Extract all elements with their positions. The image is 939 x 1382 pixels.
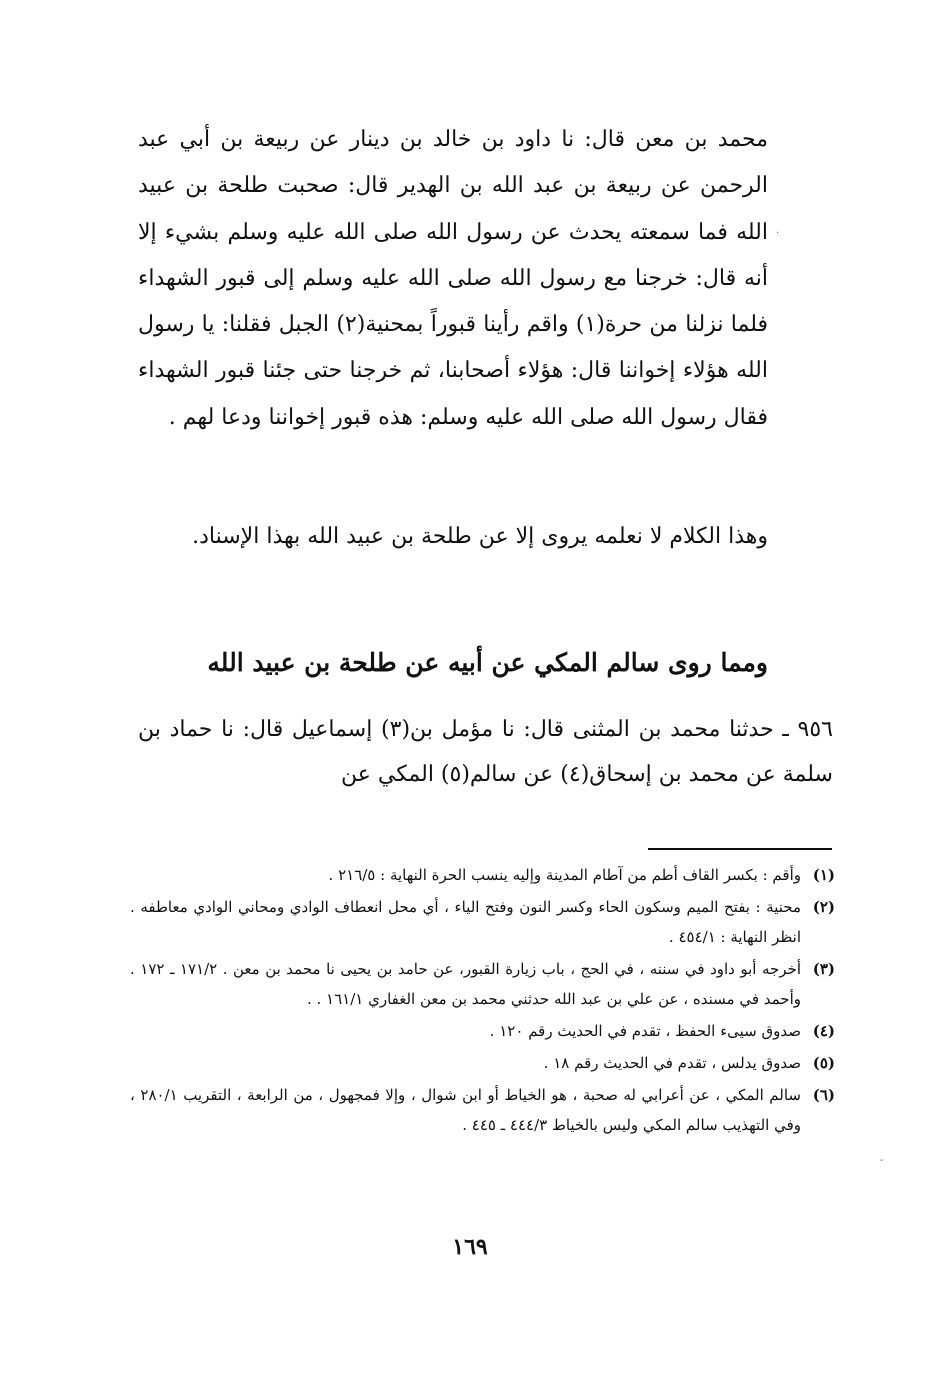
footnote-text: صدوق يدلس ، تقدم في الحديث رقم ١٨ . <box>543 1054 801 1072</box>
footnote-number: (٢) <box>812 898 835 916</box>
section-heading: ومما روى سالم المكي عن أبيه عن طلحة بن عبيد الله <box>207 648 768 677</box>
footnote-number: (٤) <box>812 1022 835 1040</box>
footnote-text: وأقم : بكسر القاف أطم من آطام المدينة وإليه ينسب الحرة النهاية : ٢١٦/٥ . <box>328 866 801 884</box>
footnote-item <box>130 892 835 952</box>
footnote-number: (٥) <box>812 1054 835 1072</box>
paragraph-1: محمد بن معن قال: نا داود بن خالد بن دينار عن ربيعة بن أبي عبد الرحمن عن ربيعة بن عبد الله بن الهدير قال: صحبت طلحة بن عبيد الله فما سمعته يحدث عن رسول الله صلى الله عليه وسلم بشيء إلا أنه قال: خرجنا مع رسول الله صلى الله عليه وسلم إلى قبور الشهداء فلما نزلنا من حرة(١) واقم رأينا قبوراً بمحنية(٢) الجبل فقلنا: يا رسول الله هؤلاء إخواننا قال: هؤلاء أصحابنا، ثم خرجنا حتى جئنا قبور الشهداء فقال رسول الله صلى الله عليه وسلم: هذه قبور إخواننا ودعا لهم . <box>138 127 768 430</box>
page-number: ١٦٩ <box>452 1234 488 1260</box>
footnote-number: (٣) <box>812 960 836 978</box>
margin-mark: - <box>880 1155 884 1166</box>
footnote-text: أخرجه أبو داود في سننه ، في الحج ، باب زيارة القبور، عن حامد بن يحيى نا محمد بن معن . ١٧١/٢ ـ ١٧٢ . وأحمد في مسنده ، عن علي بن عبد الله حدثني محمد بن معن الغفاري ١٦١/١ . . <box>130 960 802 1008</box>
footnote-text: سالم المكي ، عن أعرابي له صحبة ، هو الخياط أو ابن شوال ، وإلا فمجهول ، من الرابعة ، التقريب ٢٨٠/١ ، وفي التهذيب سالم المكي وليس بالخياط ٤٤٤/٣ ـ ٤٤٥ . <box>130 1086 802 1134</box>
footnote-text: محنية : بفتح الميم وسكون الحاء وكسر النون وفتح الياء ، أي محل انعطاف الوادي ومحاني الوادي معاطفه . انظر النهاية : ٤٥٤/١ . <box>130 898 801 946</box>
footnote-text: صدوق سيىء الحفظ ، تقدم في الحديث رقم ١٢٠ . <box>489 1022 801 1040</box>
footnote-number: (١) <box>812 866 835 884</box>
footnotes-list <box>130 860 835 1142</box>
hadith-956: ٩٥٦ ـ حدثنا محمد بن المثنى قال: نا مؤمل بن(٣) إسماعيل قال: نا حماد بن سلمة عن محمد بن إسحاق(٤) عن سالم(٥) المكي عن <box>138 717 833 787</box>
footnote-number: (٦) <box>812 1086 836 1104</box>
footnote-item <box>130 1048 835 1078</box>
footnote-item <box>130 1016 835 1046</box>
paragraph-2: وهذا الكلام لا نعلمه يروى إلا عن طلحة بن عبيد الله بهذا الإسناد. <box>192 524 768 549</box>
footnote-item <box>130 1080 835 1140</box>
footnote-item <box>130 860 835 890</box>
footnote-item <box>130 954 835 1014</box>
margin-mark: · <box>776 228 780 239</box>
footnote-separator <box>648 848 832 850</box>
